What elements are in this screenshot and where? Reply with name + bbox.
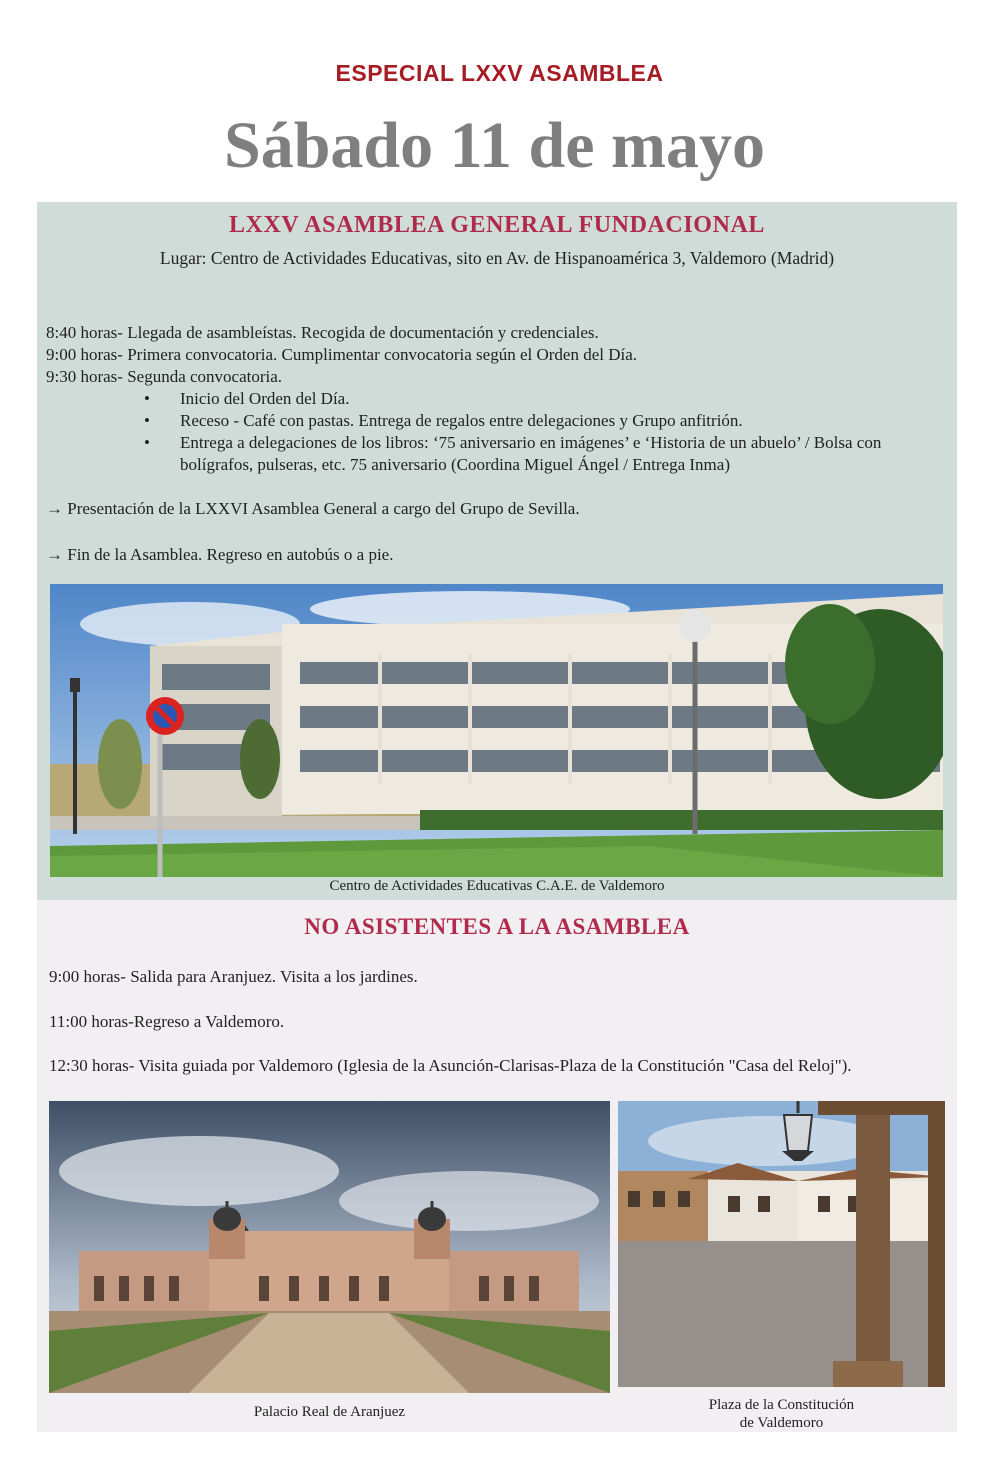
arrow-item-end: → Fin de la Asamblea. Regreso en autobús o a pie. [46, 545, 394, 564]
non-attendees-title: NO ASISTENTES A LA ASAMBLEA [304, 914, 690, 939]
cae-photo-caption: Centro de Actividades Educativas C.A.E. de Valdemoro [329, 878, 665, 894]
agenda-item [46, 388, 951, 410]
event-date-heading: Sábado 11 de mayo [224, 109, 765, 182]
assembly-schedule [46, 322, 951, 476]
non-attendees-item: 11:00 horas-Regreso a Valdemoro. [49, 1012, 285, 1031]
cae-building-photo [50, 584, 943, 877]
assembly-title: LXXV ASAMBLEA GENERAL FUNDACIONAL [228, 212, 766, 238]
agenda-item-text: Inicio del Orden del Día. [180, 389, 350, 408]
bullet-icon: • [144, 389, 150, 408]
agenda-item-text: Entrega a delegaciones de los libros: ‘75 aniversario en imágenes’ e ‘Historia de un abuelo’ / Bolsa con bolígrafos, pulseras, etc. 75 aniversario (Coordina Miguel Ángel / Entrega Inma) [180, 433, 882, 474]
agenda-item-text: Receso - Café con pastas. Entrega de regalos entre delegaciones y Grupo anfitrión. [180, 411, 743, 430]
non-attendees-item: 9:00 horas- Salida para Aranjuez. Visita a los jardines. [49, 967, 418, 986]
palacio-caption: Palacio Real de Aranjuez [253, 1404, 406, 1420]
non-attendees-item: 12:30 horas- Visita guiada por Valdemoro (Iglesia de la Asunción-Clarisas-Plaza de la Constitución "Casa del Reloj"). [49, 1056, 852, 1075]
agenda-item [46, 432, 951, 476]
schedule-item: 9:30 horas- Segunda convocatoria. [46, 367, 283, 386]
assembly-panel [37, 202, 957, 900]
plaza-caption [618, 1396, 945, 1432]
agenda-item [46, 410, 951, 432]
agenda-list [46, 388, 951, 476]
assembly-location: Lugar: Centro de Actividades Educativas, sito en Av. de Hispanoamérica 3, Valdemoro (Madrid) [159, 248, 835, 268]
special-kicker: ESPECIAL LXXV ASAMBLEA [335, 60, 664, 86]
plaza-caption-line2: de Valdemoro [739, 1415, 824, 1431]
bullet-icon: • [144, 411, 150, 430]
non-attendees-panel [37, 900, 957, 1432]
arrow-item-presentation: → Presentación de la LXXVI Asamblea General a cargo del Grupo de Sevilla. [46, 499, 580, 518]
schedule-item: 8:40 horas- Llegada de asambleístas. Recogida de documentación y credenciales. [46, 323, 599, 342]
bullet-icon: • [144, 433, 150, 452]
plaza-constitucion-photo [618, 1101, 945, 1387]
palacio-real-photo [49, 1101, 610, 1393]
plaza-caption-line1: Plaza de la Constitución [708, 1397, 855, 1413]
schedule-item: 9:00 horas- Primera convocatoria. Cumplimentar convocatoria según el Orden del Día. [46, 345, 638, 364]
